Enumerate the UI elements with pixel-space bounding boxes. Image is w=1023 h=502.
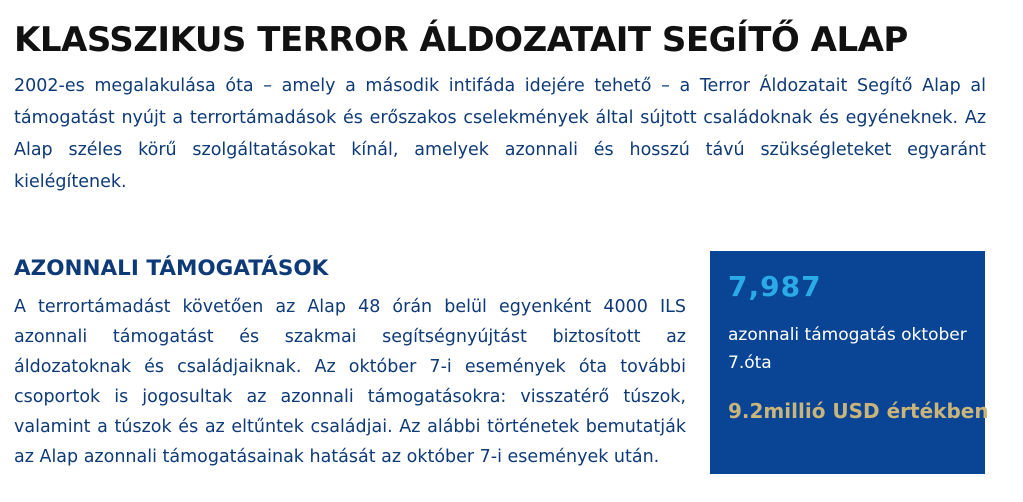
section-title: AZONNALI TÁMOGATÁSOK xyxy=(14,256,329,281)
page-title: KLASSZIKUS TERROR ÁLDOZATAIT SEGÍTŐ ALAP xyxy=(14,20,908,60)
stat-value: 9.2millió USD értékben xyxy=(728,399,989,423)
section-paragraph: A terrortámadást követően az Alap 48 órán belül egyenként 4000 ILS azonnali támogatást és szakmai segítségnyújtást biztosított az áldozatoknak és családjaiknak. Az október 7-i események óta további csoportok is jogosultak az azonnali támogatásokra: visszatérő túszok, valamint a túszok és az eltűntek családjai. Az alábbi történetek bemutatják az Alap azonnali támogatásainak hatását az október 7-i események után. xyxy=(14,297,686,467)
stat-number: 7,987 xyxy=(728,270,822,303)
stat-label: azonnali támogatás oktober 7.óta xyxy=(728,325,967,373)
intro-paragraph: 2002-es megalakulása óta – amely a második intifáda idejére tehető – a Terror Áldozatait Segítő Alap al támogatást nyújt a terrortámadások és erőszakos cselekmények által sújtott családoknak és egyéneknek. Az Alap széles körű szolgáltatásokat kínál, amelyek azonnali és hosszú távú szükségleteket egyaránt kielégítenek. xyxy=(14,76,986,192)
stat-box xyxy=(710,251,989,474)
